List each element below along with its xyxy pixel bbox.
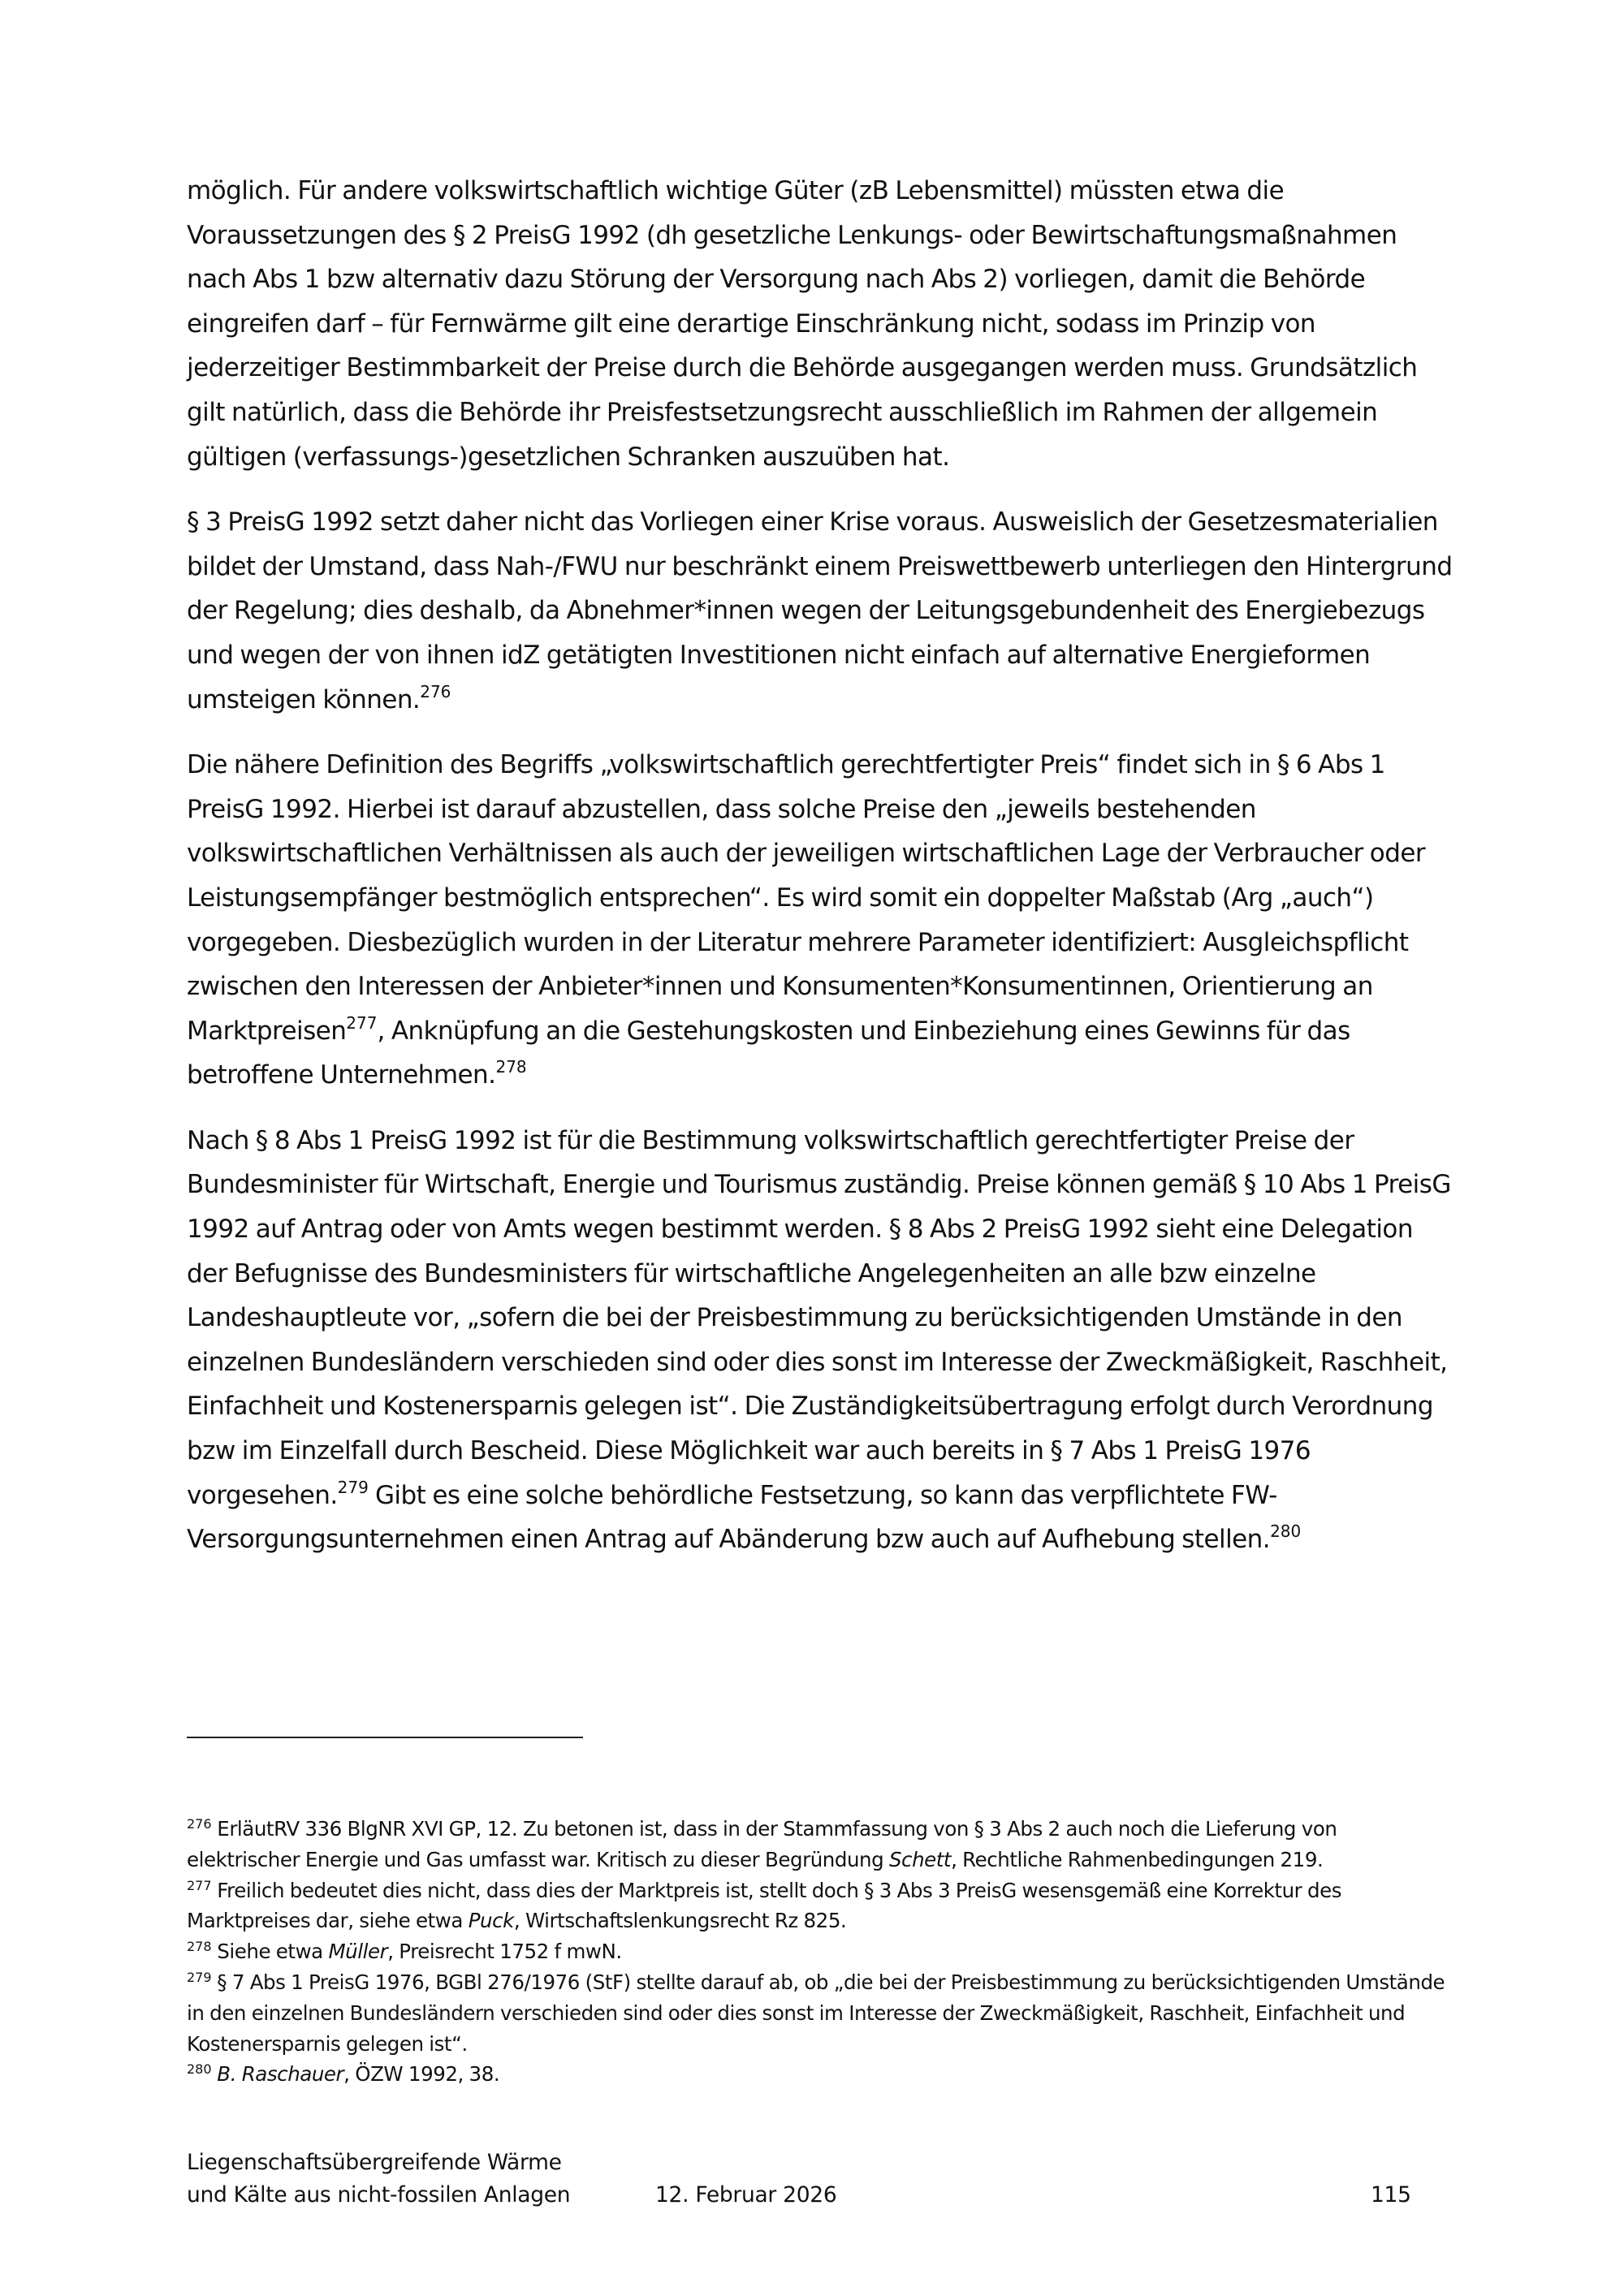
footnote-number: 278 (187, 1939, 212, 1955)
page-number: 115 (1371, 2182, 1411, 2208)
footnote-text: , Preisrecht 1752 f mwN. (387, 1940, 622, 1964)
footnotes (187, 1814, 1453, 2090)
footnote-text: Freilich bedeutet dies nicht, dass dies der Marktpreis ist, stellt doch § 3 Abs 3 PreisG wesensgemäß eine Korrektur des Marktpreises dar, siehe etwa (187, 1878, 1342, 1933)
footnote-278 (187, 1936, 1453, 1967)
footnote-separator (187, 1737, 583, 1738)
footnote-text: ErläutRV 336 BlgNR XVI GP, 12. Zu betonen ist, dass in der Stammfassung von § 3 Abs 2 auch noch die Lieferung von elektrischer Energie und Gas umfasst war. Kritisch zu dieser Begründung (187, 1817, 1337, 1871)
paragraph-1 (187, 169, 1453, 479)
footnote-text: , Rechtliche Rahmenbedingungen 219. (951, 1847, 1324, 1871)
paragraph-text: Gibt es eine solche behördliche Festsetzung, so kann das verpflichtete FW-Versorgungsunternehmen einen Antrag auf Abänderung bzw auch auf Aufhebung stellen. (187, 1480, 1277, 1555)
footnote-ref-280[interactable]: 280 (1270, 1521, 1302, 1542)
footnote-number: 277 (187, 1877, 212, 1893)
footnote-ref-279[interactable]: 279 (337, 1477, 369, 1497)
footnote-ref-278[interactable]: 278 (495, 1057, 527, 1077)
footnote-276 (187, 1814, 1453, 1875)
footnote-author: Müller (328, 1940, 388, 1964)
footnote-280 (187, 2059, 1453, 2090)
footer-document-title (187, 2147, 570, 2212)
footer-title-line: Liegenschaftsübergreifende Wärme (187, 2150, 562, 2175)
footnote-ref-276[interactable]: 276 (420, 681, 451, 701)
footnote-text: Siehe etwa (211, 1940, 329, 1964)
paragraph-text: möglich. Für andere volkswirtschaftlich wichtige Güter (zB Lebensmittel) müssten etwa die Voraussetzungen des § 2 PreisG 1992 (dh gesetzliche Lenkungs- oder Bewirtschaftungsmaßnahmen nach Abs 1 bzw alternativ dazu Störung der Versorgung nach Abs 2) vorliegen, damit die Behörde eingreifen darf – für Fernwärme gilt eine derartige Einschränkung nicht, sodass im Prinzip von jederzeitiger Bestimmbarkeit der Preise durch die Behörde ausgegangen werden muss. Grundsätzlich gilt natürlich, dass die Behörde ihr Preisfestsetzungsrecht ausschließlich im Rahmen der allgemein gültigen (verfassungs-)gesetzlichen Schranken auszuüben hat. (187, 176, 1418, 472)
paragraph-4 (187, 1119, 1453, 1562)
footnote-text: , ÖZW 1992, 38. (343, 2062, 500, 2087)
footnote-author: Puck (468, 1909, 514, 1933)
footer-title-line: und Kälte aus nicht-fossilen Anlagen (187, 2182, 571, 2208)
paragraph-text: , Anknüpfung an die Gestehungskosten und Einbeziehung eines Gewinns für das betroffene Unternehmen. (187, 1016, 1350, 1090)
paragraph-text: Nach § 8 Abs 1 PreisG 1992 ist für die Bestimmung volkswirtschaftlich gerechtfertigter Preise der Bundesminister für Wirtschaft, Energie und Tourismus zuständig. Preise können gemäß § 10 Abs 1 PreisG 1992 auf Antrag oder von Amts wegen bestimmt werden. § 8 Abs 2 PreisG 1992 sieht eine Delegation der Befugnisse des Bundesministers für wirtschaftliche Angelegenheiten an alle bzw einzelne Landeshauptleute vor, „sofern die bei der Preisbestimmung zu berücksichtigenden Umstände in den einzelnen Bundesländern verschieden sind oder dies sonst im Interesse der Zweckmäßigkeit, Raschheit, Einfachheit und Kostenersparnis gelegen ist“. Die Zuständigkeitsübertragung erfolgt durch Verordnung bzw im Einzelfall durch Bescheid. Diese Möglichkeit war auch bereits in § 7 Abs 1 PreisG 1976 vorgesehen. (187, 1125, 1451, 1510)
paragraph-2 (187, 500, 1453, 722)
footnote-text: , Wirtschaftslenkungsrecht Rz 825. (513, 1909, 847, 1933)
footer-date: 12. Februar 2026 (655, 2182, 837, 2208)
footnote-ref-277[interactable]: 277 (346, 1012, 378, 1033)
paragraph-3 (187, 743, 1453, 1098)
footnote-number: 279 (187, 1969, 212, 1985)
paragraph-text: § 3 PreisG 1992 setzt daher nicht das Vorliegen einer Krise voraus. Ausweislich der Gesetzesmaterialien bildet der Umstand, dass Nah-/FWU nur beschränkt einem Preiswettbewerb unterliegen den Hintergrund der Regelung; dies deshalb, da Abnehmer*innen wegen der Leitungsgebundenheit des Energiebezugs und wegen der von ihnen idZ getätigten Investitionen nicht einfach auf alternative Energieformen umsteigen können. (187, 507, 1453, 714)
footnote-number: 276 (187, 1816, 212, 1832)
footnote-author: Schett (888, 1847, 952, 1871)
paragraph-text: Die nähere Definition des Begriffs „volkswirtschaftlich gerechtfertigter Preis“ findet sich in § 6 Abs 1 PreisG 1992. Hierbei ist darauf abzustellen, dass solche Preise den „jeweils bestehenden volkswirtschaftlichen Verhältnissen als auch der jeweiligen wirtschaftlichen Lage der Verbraucher oder Leistungsempfänger bestmöglich entsprechen“. Es wird somit ein doppelter Maßstab (Arg „auch“) vorgegeben. Diesbezüglich wurden in der Literatur mehrere Parameter identifiziert: Ausgleichspflicht zwischen den Interessen der Anbieter*innen und Konsumenten*Konsumentinnen, Orientierung an Marktpreisen (187, 750, 1426, 1046)
footnote-277 (187, 1875, 1453, 1937)
footnote-number: 280 (187, 2061, 212, 2078)
body-text (187, 169, 1453, 1583)
footnote-text: § 7 Abs 1 PreisG 1976, BGBl 276/1976 (StF) stellte darauf ab, ob „die bei der Preisbestimmung zu berücksichtigenden Umstände in den einzelnen Bundesländern verschieden sind oder dies sonst im Interesse der Zweckmäßigkeit, Raschheit, Einfachheit und Kostenersparnis gelegen ist“. (187, 1970, 1445, 2056)
footnote-author: B. Raschauer (217, 2062, 344, 2087)
footnote-279 (187, 1967, 1453, 2059)
